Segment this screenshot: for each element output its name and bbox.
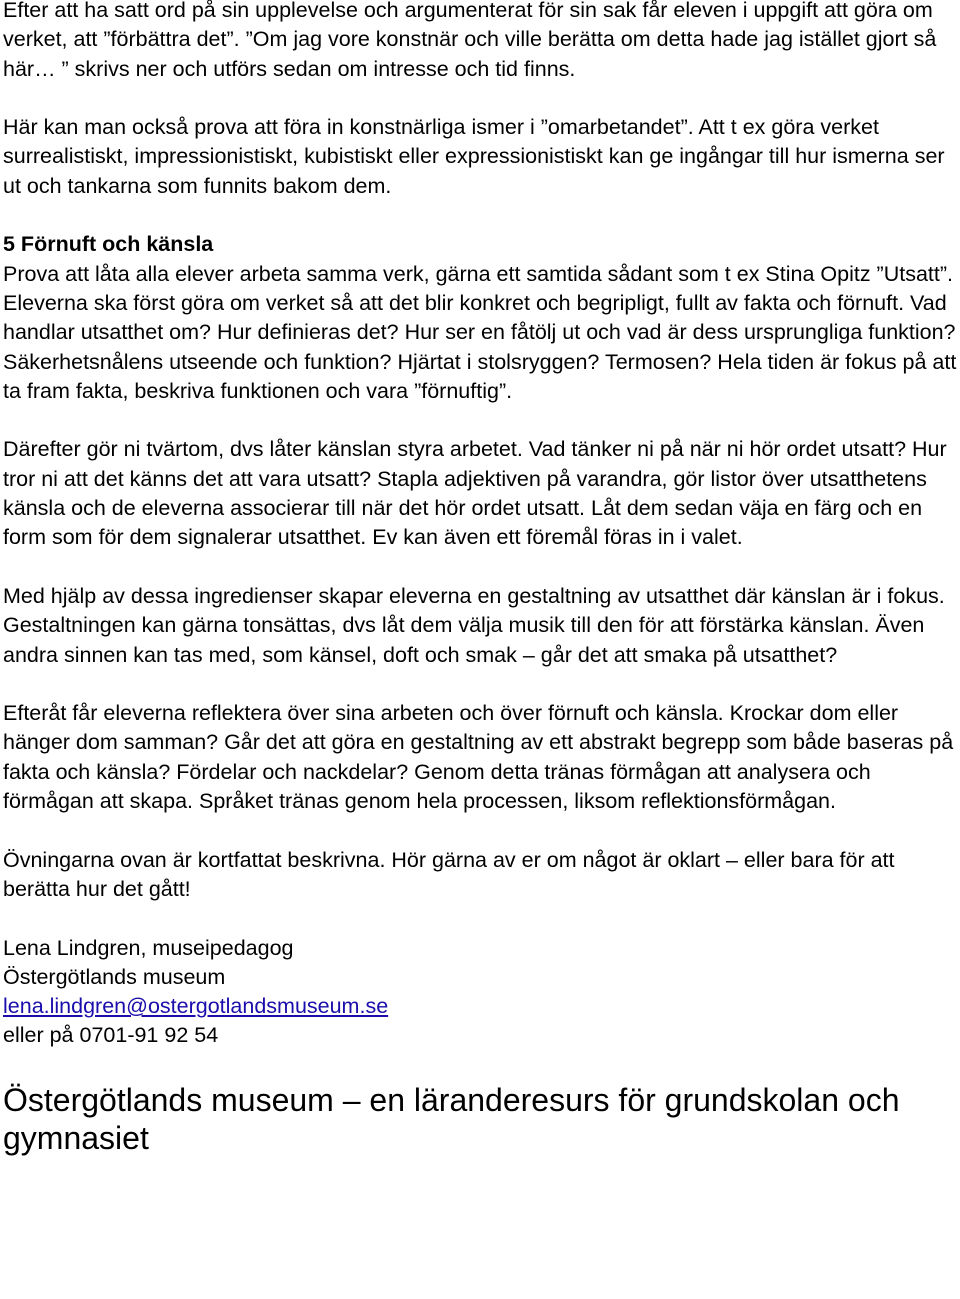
signature-phone: eller på 0701-91 92 54 xyxy=(3,1023,219,1048)
section-heading: 5 Förnuft och känsla xyxy=(3,232,214,257)
email-link[interactable]: lena.lindgren@ostergotlandsmuseum.se xyxy=(3,994,389,1019)
paragraph-ingredients: Med hjälp av dessa ingredienser skapar eleverna en gestaltning av utsatthet där känslan är i fokus. Gestaltningen kan gärna tonsättas, dvs låt dem välja musik till den för att förstärka känslan. Även andra sinnen kan tas med, som känsel, doft och smak – går det att smaka på utsatthet? xyxy=(3,583,945,667)
paragraph-section5-intro: Prova att låta alla elever arbeta samma verk, gärna ett samtida sådant som t ex Stina Opitz ”Utsatt”. Eleverna ska först göra om verket så att det blir konkret och begripligt, fullt av fakta och förnuft. Vad handlar utsatthet om? Hur definieras det? Hur ser en fåtölj ut och vad är dess ursprungliga funktion? Säkerhetsnålens utseende och funktion? Hjärtat i stolsryggen? Termosen? Hela tiden är fokus på att ta fram fakta, beskriva funktionen och vara ”förnuftig”. xyxy=(3,261,957,403)
footer-title: Östergötlands museum – en läranderesurs för grundskolan och gymnasiet xyxy=(3,1081,900,1156)
signature-name: Lena Lindgren, museipedagog xyxy=(3,935,294,960)
paragraph-contact-invite: Övningarna ovan är kortfattat beskrivna. Hör gärna av er om något är oklart – eller bara för att berätta hur det gått! xyxy=(3,847,895,901)
paragraph-reflection: Efteråt får eleverna reflektera över sina arbeten och över förnuft och känsla. Krockar dom eller hänger dom samman? Går det att göra en gestaltning av ett abstrakt begrepp som både baseras på fakta och känsla? Fördelar och nackdelar? Genom detta tränas förmågan att analysera och förmågan att skapa. Språket tränas genom hela processen, liksom reflektionsförmågan. xyxy=(3,701,954,814)
signature-block xyxy=(3,934,960,1051)
paragraph-improve-artwork: Efter att ha satt ord på sin upplevelse och argumenterat för sin sak får eleven i uppgift att göra om verket, att ”förbättra det”. ”Om jag vore konstnär och ville berätta om detta hade jag istället gjort så här… ” skrivs ner och utförs sedan om intresse och tid finns. xyxy=(3,0,937,81)
signature-org: Östergötlands museum xyxy=(3,964,226,989)
document-page xyxy=(3,0,960,1157)
paragraph-feelings: Därefter gör ni tvärtom, dvs låter känslan styra arbetet. Vad tänker ni på när ni hör ordet utsatt? Hur tror ni att det känns det att vara utsatt? Stapla adjektiven på varandra, gör listor över utsatthetens känsla och de eleverna associerar till när det hör ordet utsatt. Låt dem sedan väja en färg och en form som för dem signalerar utsatthet. Ev kan även ett föremål föras in i valet. xyxy=(3,437,947,550)
paragraph-isms: Här kan man också prova att föra in konstnärliga ismer i ”omarbetandet”. Att t ex göra verket surrealistiskt, impressionistiskt, kubistiskt eller expressionistiskt kan ge ingångar till hur ismerna ser ut och tankarna som funnits bakom dem. xyxy=(3,115,945,198)
